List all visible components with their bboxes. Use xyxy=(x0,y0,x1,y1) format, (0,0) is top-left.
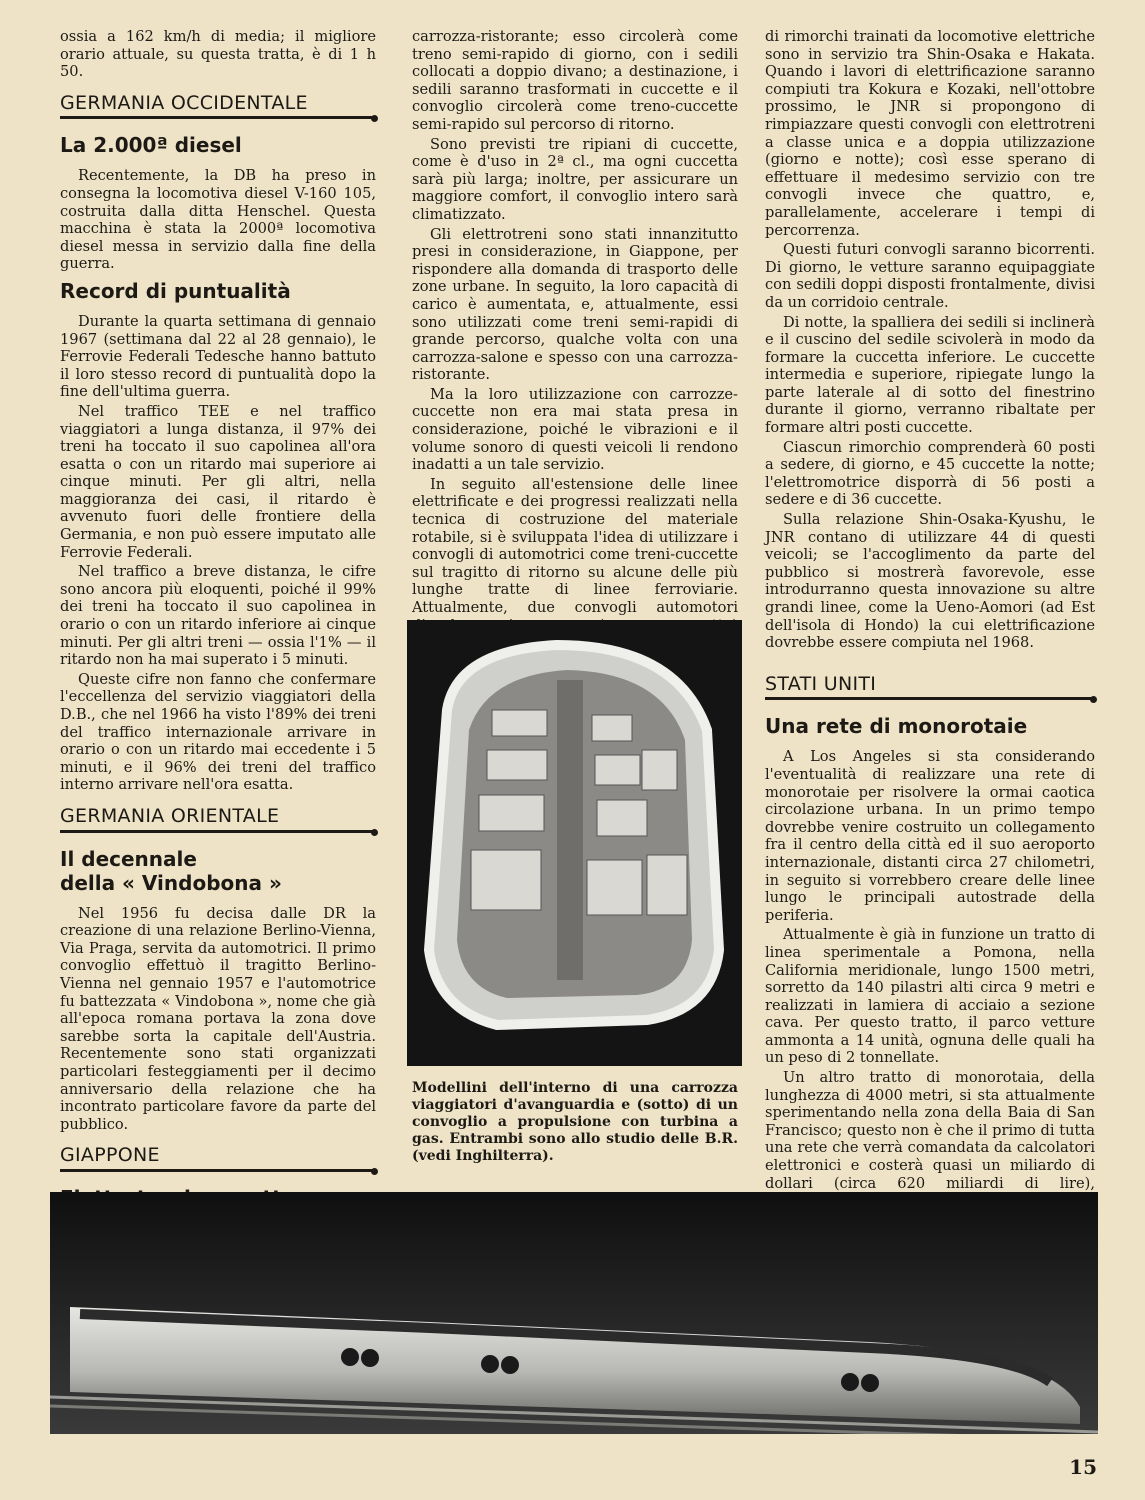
headline-diesel: La 2.000ª diesel xyxy=(60,133,242,158)
paragraph: ossia a 162 km/h di media; il migliore orario attuale, su questa tratta, è di 1 h 50. xyxy=(60,28,376,81)
paragraph: Recentemente, la DB ha preso in consegna la locomotiva diesel V-160 105, costruita dalla ditta Henschel. Questa macchina è stata la 2000ª locomotiva diesel messa in servizio dalla fine della guerra. xyxy=(60,167,376,273)
paragraph: carrozza-ristorante; esso circolerà come treno semi-rapido di giorno, con i sedili collocati a doppio divano; a destinazione, i sedili saranno trasformati in cuccette e il convoglio circolerà come treno-cuccette semi-rapido sul percorso di ritorno. xyxy=(412,28,738,133)
intro-text xyxy=(60,28,376,81)
paragraph: Un altro tratto di monorotaia, della lunghezza di 4000 metri, si sta attualmente sperimentando nella zona della Baia di San Francisco; questo non è che il primo di tutta una rete che verrà comandata da calcolatori elettronici e costerà quasi un miliardo di dollari (circa 620 miliardi di lire), xyxy=(765,1069,1095,1192)
headline-monorotaie: Una rete di monorotaie xyxy=(765,714,1028,739)
section-heading-giappone: GIAPPONE xyxy=(60,1147,376,1172)
paragraph: Di notte, la spalliera dei sedili si inclinerà e il cuscino del sedile scivolerà in modo da formare la cuccetta inferiore. Le cuccette intermedia e superiore, ripiegate lungo la parte laterale al di sotto del finestrino durante il giorno, verranno ribaltate per formare altri posti cuccette. xyxy=(765,313,1095,437)
photo-carriage-interior-model xyxy=(407,620,742,1066)
headline-vindobona xyxy=(60,847,376,895)
column-middle xyxy=(412,28,738,671)
column-right xyxy=(765,28,1095,1269)
paragraph: Gli elettrotreni sono stati innanzitutto presi in considerazione, in Giappone, per rispondere alla domanda di trasporto delle zone urbane. In seguito, la loro capacità di carico è aumentata, e, attualmente, essi sono utilizzati come treni semi-rapidi di grande percorso, qualche volta con una carrozza-salone e spesso con una carrozza-ristorante. xyxy=(412,225,738,384)
photo-caption: Modellini dell'interno di una carrozza viaggiatori d'avanguardia e (sotto) di un convoglio a propulsione con turbina a gas. Entrambi sono allo studio delle B.R. (vedi Inghilterra). xyxy=(412,1080,738,1164)
section-heading-germania-orientale: GERMANIA ORIENTALE xyxy=(60,808,376,833)
page-number: 15 xyxy=(1069,1455,1097,1479)
headline-line-1: Il decennale xyxy=(60,846,197,871)
paragraph: Sulla relazione Shin-Osaka-Kyushu, le JNR contano di utilizzare 44 di questi veicoli; se l'accoglimento da parte del pubblico si mostrerà favorevole, esse introdurranno questa innovazione su altre grandi linee, come la Ueno-Aomori (ad Est dell'isola di Hondo) la cui elettrificazione dovrebbe essere compiuta nel 1968. xyxy=(765,511,1095,652)
section-heading-stati-uniti: STATI UNITI xyxy=(765,676,1095,701)
paragraph: Questi futuri convogli saranno bicorrenti. Di giorno, le vetture saranno equipaggiate con sedili doppi disposti frontalmente, divisi da un corridoio centrale. xyxy=(765,241,1095,311)
paragraph: Nel traffico TEE e nel traffico viaggiatori a lunga distanza, il 97% dei treni ha toccato il suo capolinea all'ora esatta o con un ritardo mai superiore ai cinque minuti. Per gli altri, nella maggioranza dei casi, il ritardo è avvenuto fuori delle frontiere della Germania, e non può essere imputato alle Ferrovie Federali. xyxy=(60,402,376,561)
paragraph: Attualmente è già in funzione un tratto di linea sperimentale a Pomona, nella California meridionale, lungo 1500 metri, sorretto da 140 pilastri alti circa 9 metri e realizzati in lamiera di acciaio a sezione cava. Per questo tratto, il parco vetture ammonta a 14 unità, ognuna delle quali ha un peso di 2 tonnellate. xyxy=(765,926,1095,1067)
paragraph: In seguito all'estensione delle linee elettrificate e dei progressi realizzati nella tecnica di costruzione del materiale rotabile, si è sviluppata l'idea di utilizzare i convogli di automotrici come treni-cuccette sul tragitto di ritorno su alcune delle più lunghe tratte di linee ferroviarie. Attualmente, due convogli automotori xyxy=(412,475,738,616)
photo-gas-turbine-train-model xyxy=(50,1192,1098,1434)
paragraph: A Los Angeles si sta considerando l'eventualità di realizzare una rete di monorotaie per risolvere la ormai caotica circolazione urbana. In un primo tempo dovrebbe venire costruito un collegamento fra il centro della città ed il suo aeroporto internazionale, distanti circa 27 chilometri, in seguito si vorrebbero creare delle linee lungo le principali autostrade della periferia. xyxy=(765,748,1095,924)
paragraph: Durante la quarta settimana di gennaio 1967 (settimana dal 22 al 28 gennaio), le Ferrovie Federali Tedesche hanno battuto il loro stesso record di puntualità dopo la fine dell'ultima guerra. xyxy=(60,312,376,401)
column-left xyxy=(60,28,376,1347)
headline-puntualita: Record di puntualità xyxy=(60,278,291,303)
train-model-illustration xyxy=(50,1192,1098,1434)
paragraph: Queste cifre non fanno che confermare l'eccellenza del servizio viaggiatori della D.B., che nel 1966 ha visto l'89% dei treni del traffico internazionale arrivare in orario o con un ritardo mai eccedente i 5 minuti, e il 96% dei treni del traffico interno arrivare nell'ora esatta. xyxy=(60,670,376,794)
headline-line-2: della « Vindobona » xyxy=(60,870,282,895)
paragraph: di rimorchi trainati da locomotive elettriche sono in servizio tra Shin-Osaka e Hakata. Quando i lavori di elettrificazione saranno compiuti tra Kokura e Kozaki, nell'ottobre prossimo, le JNR si propongono di rimpiazzare questi convogli con elettrotreni a classe unica e a doppia utilizzazione (giorno e notte); così esse sperano di effettuare il medesimo servizio con tre convogli invece che quattro, e, parallelamente, accelerare i tempi di percorrenza. xyxy=(765,28,1095,239)
paragraph: Sono previsti tre ripiani di cuccette, come è d'uso in 2ª cl., ma ogni cuccetta sarà più larga; inoltre, per assicurare un maggiore comfort, il convoglio intero sarà climatizzato. xyxy=(412,135,738,223)
section-heading-germania-occidentale: GERMANIA OCCIDENTALE xyxy=(60,95,376,120)
paragraph: Ma la loro utilizzazione con carrozze-cuccette non era mai stata presa in considerazione, poiché le vibrazioni e il volume sonoro di questi veicoli li rendono inadatti a un tale servizio. xyxy=(412,385,738,474)
paragraph: Nel traffico a breve distanza, le cifre sono ancora più eloquenti, poiché il 99% dei treni ha toccato il suo capolinea in orario o con un ritardo inferiore ai cinque minuti. Per gli altri treni — ossia l'1% — il ritardo non ha mai superato i 5 minuti. xyxy=(60,563,376,669)
carriage-model-illustration xyxy=(407,620,742,1066)
paragraph: Nel 1956 fu decisa dalle DR la creazione di una relazione Berlino-Vienna, Via Praga, servita da automotrici. Il primo convoglio effettuò il tragitto Berlino-Vienna nel gennaio 1957 e l'automotrice fu battezzata « Vindobona », nome che già all'epoca romana portava la zona dove sarebbe sorta la capitale dell'Austria. Recentemente sono stati organizzati particolari festeggiamenti per il decimo anniversario della relazione che ha incontrato particolare favore da parte del pubblico. xyxy=(60,904,376,1133)
paragraph: Ciascun rimorchio comprenderà 60 posti a sedere, di giorno, e 45 cuccette la notte; l'elettromotrice disporrà di 56 posti a sedere e di 36 cuccette. xyxy=(765,438,1095,509)
